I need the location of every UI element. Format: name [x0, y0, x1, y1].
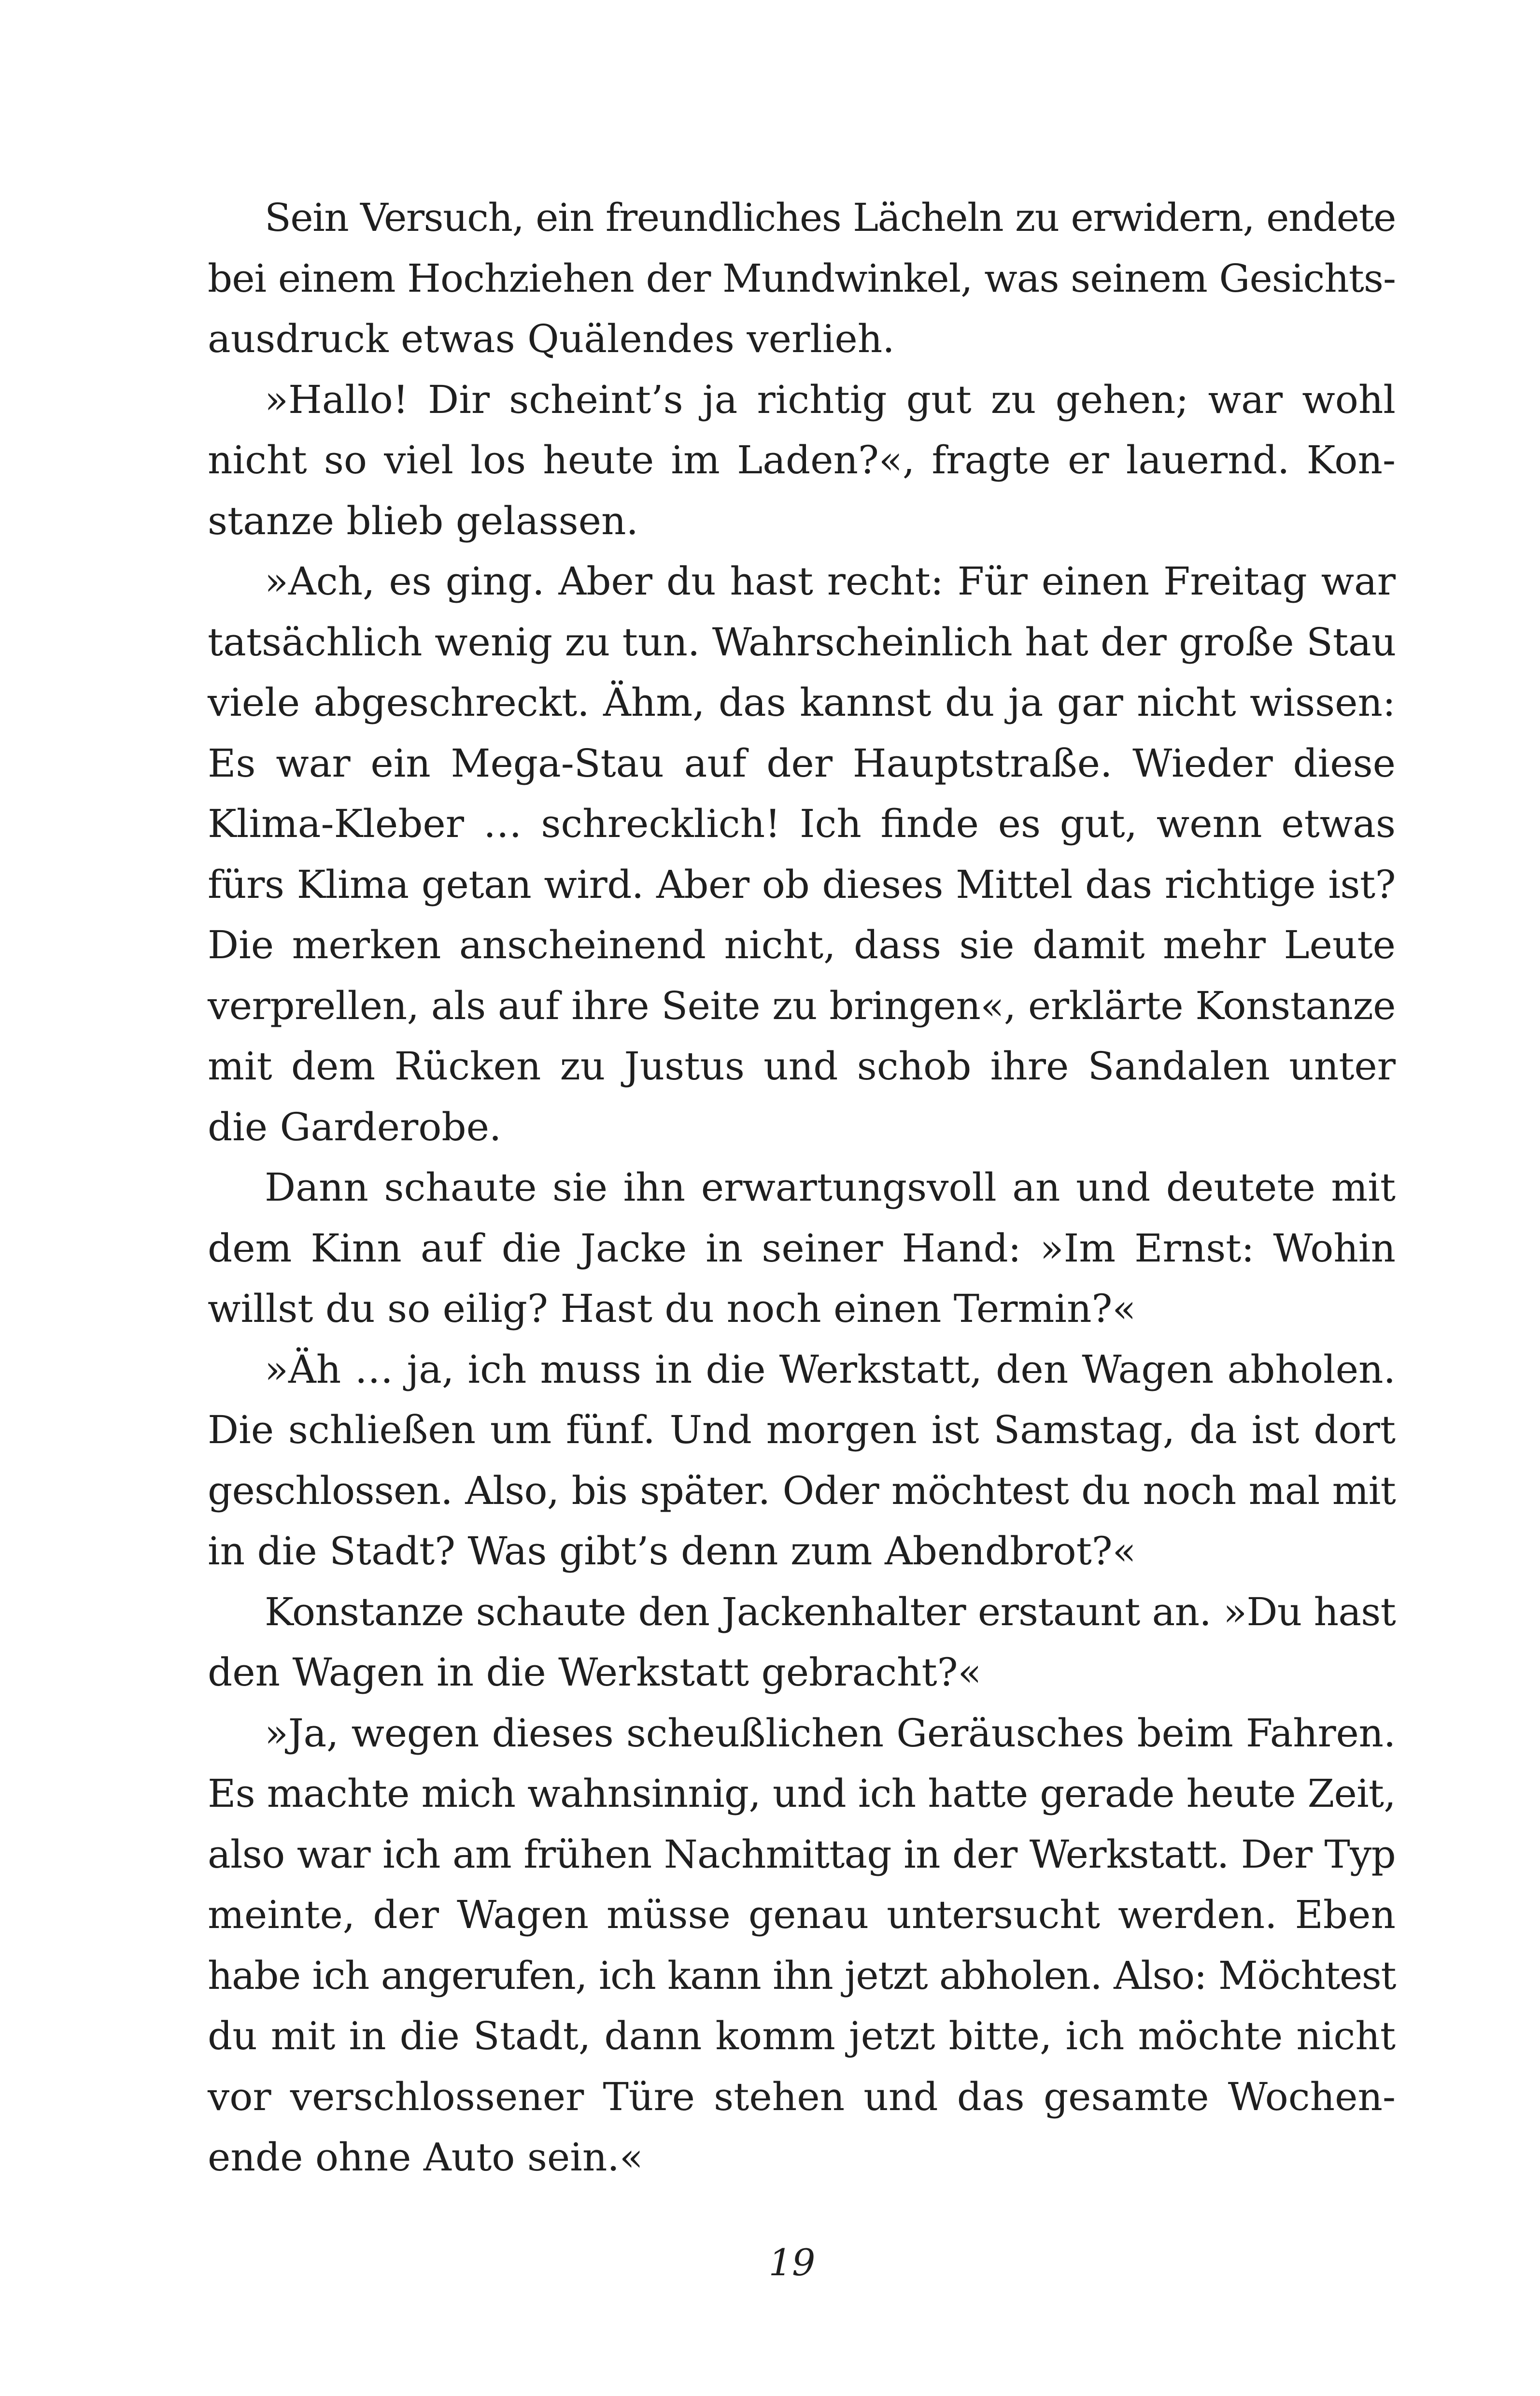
text-line: »Ja, wegen dieses scheußlichen Geräusches beim Fahren.	[265, 1710, 1396, 1756]
text-line: Dann schaute sie ihn erwartungsvoll an und deutete mit	[265, 1165, 1396, 1210]
text-line: Klima-Kleber … schrecklich! Ich finde es gut, wenn etwas	[208, 801, 1396, 846]
text-line: Konstanze schaute den Jackenhalter erstaunt an. »Du hast	[265, 1589, 1396, 1634]
text-line: Sein Versuch, ein freundliches Lächeln zu erwidern, endete	[265, 195, 1396, 240]
text-line: habe ich angerufen, ich kann ihn jetzt abholen. Also: Möchtest	[208, 1953, 1396, 1998]
text-line: ausdruck etwas Quälendes verlieh.	[208, 316, 895, 361]
text-line: dem Kinn auf die Jacke in seiner Hand: »Im Ernst: Wohin	[208, 1225, 1396, 1271]
text-line: stanze blieb gelassen.	[208, 498, 638, 543]
text-line: in die Stadt? Was gibt’s denn zum Abendbrot?«	[208, 1529, 1136, 1574]
text-line: den Wagen in die Werkstatt gebracht?«	[208, 1650, 982, 1695]
text-line: »Äh … ja, ich muss in die Werkstatt, den Wagen abholen.	[265, 1347, 1396, 1392]
text-line: bei einem Hochziehen der Mundwinkel, was seinem Gesichts-	[208, 255, 1396, 301]
text-line: fürs Klima getan wird. Aber ob dieses Mittel das richtige ist?	[208, 862, 1396, 907]
text-line: tatsächlich wenig zu tun. Wahrscheinlich hat der große Stau	[208, 619, 1397, 665]
text-line: ende ohne Auto sein.«	[208, 2135, 643, 2180]
text-line: willst du so eilig? Hast du noch einen Termin?«	[208, 1286, 1136, 1331]
text-line: Die merken anscheinend nicht, dass sie damit mehr Leute	[208, 922, 1396, 967]
text-line: verprellen, als auf ihre Seite zu bringen«, erklärte Konstanze	[208, 983, 1396, 1028]
text-line: du mit in die Stadt, dann komm jetzt bitte, ich möchte nicht	[208, 2013, 1396, 2058]
page-number: 19	[768, 2241, 816, 2284]
text-line: also war ich am frühen Nachmittag in der Werkstatt. Der Typ	[208, 1831, 1396, 1877]
text-line: Es machte mich wahnsinnig, und ich hatte gerade heute Zeit,	[208, 1771, 1396, 1816]
text-line: geschlossen. Also, bis später. Oder möchtest du noch mal mit	[208, 1468, 1396, 1513]
text-line: »Hallo! Dir scheint’s ja richtig gut zu gehen; war wohl	[265, 377, 1396, 422]
text-line: »Ach, es ging. Aber du hast recht: Für einen Freitag war	[265, 559, 1396, 604]
text-line: nicht so viel los heute im Laden?«, fragte er lauernd. Kon-	[208, 438, 1396, 482]
text-line: mit dem Rücken zu Justus und schob ihre Sandalen unter	[208, 1044, 1396, 1089]
text-line: meinte, der Wagen müsse genau untersucht werden. Eben	[208, 1892, 1396, 1937]
text-line: Es war ein Mega-Stau auf der Hauptstraße. Wieder diese	[208, 740, 1396, 786]
text-line: Die schließen um fünf. Und morgen ist Samstag, da ist dort	[208, 1407, 1396, 1452]
text-line: viele abgeschreckt. Ähm, das kannst du ja gar nicht wissen:	[208, 680, 1396, 725]
body-text	[208, 187, 1396, 2188]
text-line: die Garderobe.	[208, 1104, 502, 1149]
text-line: vor verschlossener Türe stehen und das gesamte Wochen-	[208, 2074, 1396, 2119]
